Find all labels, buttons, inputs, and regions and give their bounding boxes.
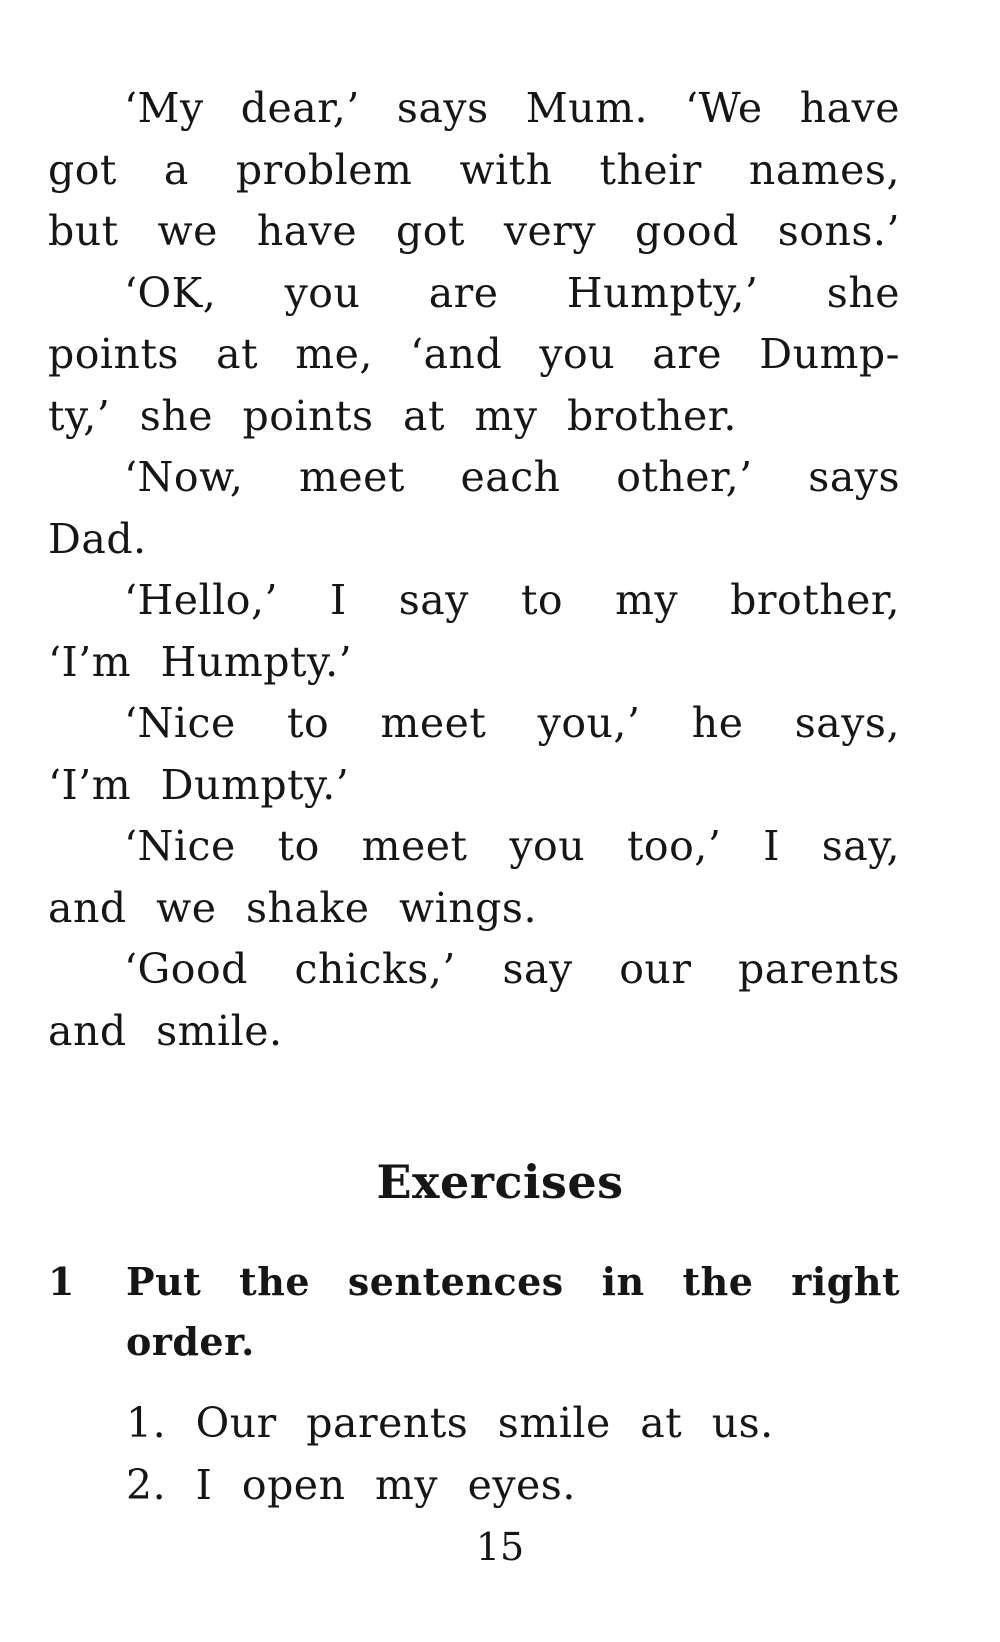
text-line: Dad. — [48, 514, 147, 563]
text-line: ‘Nice to meet you too,’ I say, — [124, 822, 900, 870]
instruction-line: order. — [126, 1319, 255, 1364]
text-line: and we shake wings. — [48, 883, 537, 932]
instruction-line: Put the sentences in the right — [126, 1259, 900, 1304]
text-line: got a problem with their names, — [48, 145, 900, 194]
text-line: ‘My dear,’ says Mum. ‘We have — [124, 84, 900, 132]
exercise-item: 2. I open my eyes. — [126, 1461, 576, 1509]
text-line: and smile. — [48, 1006, 283, 1055]
text-line: ‘I’m Dumpty.’ — [48, 760, 350, 809]
text-line: points at me, ‘and you are Dump- — [48, 330, 900, 378]
exercise-number: 1 — [48, 1259, 75, 1304]
text-line: ‘OK, you are Humpty,’ she — [124, 268, 900, 317]
text-line: ‘Hello,’ I say to my brother, — [124, 576, 900, 624]
text-line: ‘Now, meet each other,’ says — [124, 453, 900, 501]
story-text — [48, 78, 900, 1062]
exercise-items — [126, 1392, 886, 1516]
text-line: ‘I’m Humpty.’ — [48, 637, 353, 686]
text-line: ‘Nice to meet you,’ he says, — [124, 699, 900, 747]
text-line: but we have got very good sons.’ — [48, 207, 900, 255]
text-line: ‘Good chicks,’ say our parents — [124, 945, 900, 993]
text-line: ty,’ she points at my brother. — [48, 391, 737, 440]
exercise-instruction — [126, 1252, 900, 1372]
exercise-item: 1. Our parents smile at us. — [126, 1399, 774, 1447]
page-number: 15 — [475, 1525, 525, 1569]
exercises-heading: Exercises — [376, 1155, 624, 1209]
